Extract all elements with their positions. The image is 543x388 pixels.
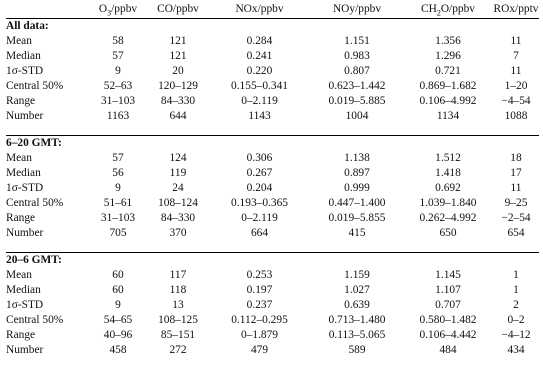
table-cell: 1 <box>513 284 519 296</box>
table-cell: 0.639 <box>344 299 370 311</box>
column-header-blank <box>6 1 88 19</box>
table-cell: 0.713–1.480 <box>328 314 386 326</box>
row-label: Median <box>6 284 41 296</box>
table-cell: 0.241 <box>246 50 273 62</box>
table-cell: 108–124 <box>158 197 198 209</box>
table-cell: 1.356 <box>435 35 461 47</box>
table-cell: 1.151 <box>344 35 370 47</box>
table-row <box>6 49 539 64</box>
ch2o-main-text: CH <box>420 3 437 15</box>
table-cell: 0.204 <box>246 182 273 194</box>
table-cell: 9–25 <box>504 197 528 209</box>
table-cell: −2–54 <box>501 212 531 224</box>
section-title-row <box>6 253 539 269</box>
row-label: Number <box>6 344 44 356</box>
table-cell: 370 <box>169 227 187 239</box>
table-cell: 40–96 <box>103 329 133 341</box>
table-cell: 1.107 <box>435 284 461 296</box>
table-cell: 57 <box>112 50 124 62</box>
row-label: Number <box>6 110 44 122</box>
column-header-row <box>6 1 539 19</box>
table-cell: 0.623–1.442 <box>328 80 386 92</box>
table-row <box>6 211 539 226</box>
row-label: Number <box>6 227 44 239</box>
table-cell: 118 <box>169 284 187 296</box>
table-cell: 0.869–1.682 <box>419 80 477 92</box>
section-title: 6–20 GMT: <box>6 136 539 152</box>
table-cell: 415 <box>348 227 366 239</box>
table-cell: 51–61 <box>103 197 133 209</box>
table-cell: 272 <box>169 344 187 356</box>
table-cell: 31–103 <box>100 212 136 224</box>
table-cell: 0.284 <box>246 35 273 47</box>
table-cell: 1.027 <box>344 284 370 296</box>
table-cell: 1.159 <box>344 269 370 281</box>
row-label: 1σ-STD <box>6 182 44 194</box>
table-cell: 705 <box>109 227 127 239</box>
table-cell: 1163 <box>106 110 130 122</box>
table-row <box>6 268 539 283</box>
table-cell: 11 <box>510 182 522 194</box>
table-cell: −4–54 <box>501 95 531 107</box>
table-cell: 1004 <box>345 110 369 122</box>
table-cell: 1.296 <box>435 50 461 62</box>
table-cell: 0.106–4.992 <box>419 95 477 107</box>
table-cell: 0.197 <box>246 284 273 296</box>
table-row <box>6 343 539 358</box>
table-cell: 644 <box>169 110 187 122</box>
table-cell: 0–2 <box>507 314 525 326</box>
table-cell: 0.999 <box>344 182 370 194</box>
table-cell: 0.306 <box>246 152 273 164</box>
statistics-table <box>6 1 539 358</box>
table-row <box>6 109 539 124</box>
table-row <box>6 298 539 313</box>
table-row <box>6 181 539 196</box>
section-spacer <box>6 241 539 253</box>
row-label: Range <box>6 212 36 224</box>
section-title: All data: <box>6 20 49 32</box>
table-cell: 1.512 <box>435 152 461 164</box>
table-cell: 60 <box>112 284 124 296</box>
table-cell: 17 <box>510 167 522 179</box>
table-cell: 0.447–1.400 <box>328 197 386 209</box>
table-cell: 57 <box>112 152 124 164</box>
table-cell: 84–330 <box>160 212 196 224</box>
row-label: Range <box>6 95 36 107</box>
row-label: Range <box>6 329 36 341</box>
table-cell: 54–65 <box>103 314 133 326</box>
ch2o-subscript: 2 <box>436 8 441 18</box>
table-cell: 0.897 <box>344 167 370 179</box>
table-cell: 52–63 <box>103 80 133 92</box>
table-cell: 589 <box>348 344 366 356</box>
table-cell: 0.262–4.992 <box>419 212 477 224</box>
table-cell: 0.807 <box>344 65 370 77</box>
table-cell: 120–129 <box>158 80 198 92</box>
row-label: 1σ-STD <box>6 299 44 311</box>
table-cell: 9 <box>115 182 121 194</box>
table-cell: 9 <box>115 65 121 77</box>
table-cell: 13 <box>172 299 184 311</box>
table-cell: 1.145 <box>435 269 461 281</box>
o3-main-text: O <box>98 3 108 15</box>
table-cell: 0.019–5.885 <box>328 95 386 107</box>
row-label: Central 50% <box>6 314 64 326</box>
table-cell: 650 <box>439 227 457 239</box>
table-row <box>6 283 539 298</box>
table-row <box>6 313 539 328</box>
table-cell: 0.112–0.295 <box>231 314 288 326</box>
table-cell: 18 <box>510 152 522 164</box>
table-cell: 479 <box>250 344 269 356</box>
row-label: Mean <box>6 269 32 281</box>
table-cell: 1088 <box>504 110 528 122</box>
table-cell: −4–12 <box>501 329 531 341</box>
o3-subscript: 3 <box>107 8 112 18</box>
table-cell: 0–2.119 <box>241 95 278 107</box>
table-row <box>6 64 539 79</box>
table-cell: 434 <box>507 344 525 356</box>
table-cell: 11 <box>510 65 522 77</box>
table-cell: 31–103 <box>100 95 136 107</box>
column-header-noy: NOy/ppbv <box>311 1 403 19</box>
table-cell: 1143 <box>248 110 271 122</box>
table-cell: 0.220 <box>246 65 273 77</box>
section-title-row <box>6 136 539 152</box>
table-row <box>6 226 539 241</box>
table-cell: 121 <box>169 50 187 62</box>
table-cell: 58 <box>112 35 124 47</box>
table-cell: 0.237 <box>246 299 273 311</box>
table-cell: 654 <box>507 227 525 239</box>
row-label: Central 50% <box>6 197 64 209</box>
table-cell: 9 <box>115 299 121 311</box>
table-cell: 84–330 <box>160 95 196 107</box>
section-title: 20–6 GMT: <box>6 253 539 269</box>
table-cell: 1–20 <box>504 80 528 92</box>
table-cell: 0.253 <box>246 269 273 281</box>
ch2o-unit-text: O/ppbv <box>440 3 475 15</box>
table-cell: 0–1.879 <box>240 329 279 341</box>
section-title-row <box>6 19 539 35</box>
table-cell: 1 <box>513 269 519 281</box>
table-cell: 0.721 <box>435 65 461 77</box>
column-header-co: CO/ppbv <box>148 1 208 19</box>
table-cell: 124 <box>169 152 187 164</box>
row-label: Central 50% <box>6 80 64 92</box>
column-header-ch2o <box>403 1 493 19</box>
table-cell: 664 <box>250 227 269 239</box>
table-cell: 11 <box>510 35 522 47</box>
table-cell: 0.106–4.442 <box>419 329 477 341</box>
table-cell: 0.983 <box>344 50 370 62</box>
table-body <box>6 19 539 359</box>
table-cell: 1.418 <box>435 167 461 179</box>
table-cell: 1.039–1.840 <box>419 197 477 209</box>
table-row <box>6 79 539 94</box>
row-label: Median <box>6 50 41 62</box>
row-label: Median <box>6 167 41 179</box>
column-header-rox: ROx/pptv <box>493 1 539 19</box>
column-header-o3 <box>88 1 148 19</box>
table-cell: 56 <box>112 167 124 179</box>
row-label: Mean <box>6 152 32 164</box>
table-row <box>6 94 539 109</box>
table-cell: 24 <box>172 182 184 194</box>
table-cell: 85–151 <box>160 329 196 341</box>
table-cell: 0.580–1.482 <box>419 314 477 326</box>
table-cell: 1.138 <box>344 152 370 164</box>
table-cell: 484 <box>439 344 457 356</box>
table-row <box>6 196 539 211</box>
section-spacer <box>6 124 539 136</box>
table-cell: 2 <box>513 299 519 311</box>
table-cell: 7 <box>513 50 519 62</box>
table-cell: 60 <box>112 269 124 281</box>
row-label: 1σ-STD <box>6 65 44 77</box>
table-cell: 1134 <box>436 110 460 122</box>
table-cell: 0.707 <box>435 299 461 311</box>
table-cell: 117 <box>169 269 187 281</box>
table-cell: 0.155–0.341 <box>231 80 288 92</box>
table-row <box>6 34 539 49</box>
table-cell: 119 <box>169 167 187 179</box>
table-cell: 458 <box>109 344 127 356</box>
table-cell: 0.267 <box>246 167 273 179</box>
table-cell: 0–2.119 <box>241 212 278 224</box>
table-cell: 0.113–5.065 <box>328 329 386 341</box>
table-row <box>6 166 539 181</box>
table-cell: 0.692 <box>435 182 461 194</box>
table-cell: 0.193–0.365 <box>231 197 288 209</box>
table-row <box>6 151 539 166</box>
table-cell: 0.019–5.855 <box>328 212 386 224</box>
o3-unit-text: /ppbv <box>111 3 138 15</box>
row-label: Mean <box>6 35 32 47</box>
column-header-nox: NOx/ppbv <box>208 1 311 19</box>
table-row <box>6 328 539 343</box>
table-cell: 121 <box>169 35 187 47</box>
table-cell: 20 <box>172 65 184 77</box>
table-cell: 108–125 <box>158 314 198 326</box>
